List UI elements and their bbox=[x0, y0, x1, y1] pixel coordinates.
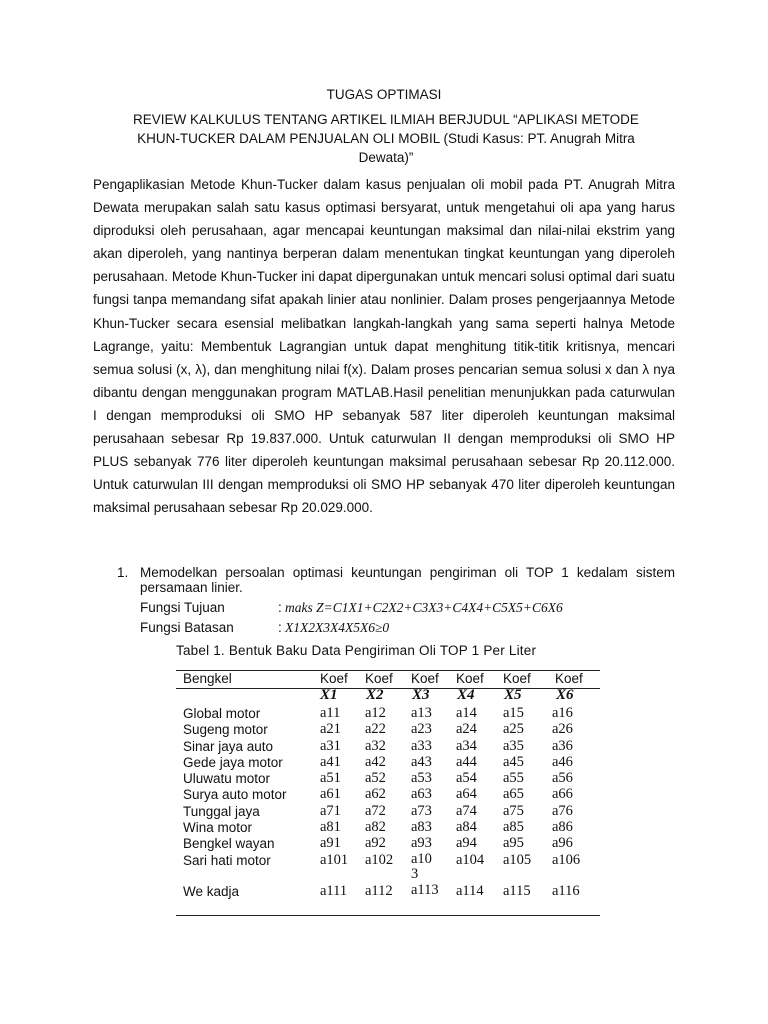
table-header-row bbox=[176, 671, 600, 689]
table-row bbox=[176, 706, 600, 722]
coef-cell: a72 bbox=[365, 802, 386, 819]
coef-cell: a103 bbox=[411, 850, 432, 882]
header-var: X4 bbox=[457, 687, 475, 703]
header-koef: Koef bbox=[456, 671, 484, 686]
bengkel-name: Surya auto motor bbox=[183, 787, 287, 803]
coef-cell: a101 bbox=[320, 851, 349, 868]
coef-cell: a41 bbox=[320, 753, 341, 770]
coef-cell: a95 bbox=[503, 835, 524, 852]
coef-cell: a31 bbox=[320, 737, 341, 754]
header-var: X1 bbox=[320, 687, 338, 703]
table-row bbox=[176, 804, 600, 820]
coef-cell: a21 bbox=[320, 721, 341, 738]
coef-cell: a34 bbox=[456, 737, 477, 754]
coef-cell: a35 bbox=[503, 737, 524, 754]
coef-cell: a91 bbox=[320, 835, 341, 852]
objective-function-line bbox=[140, 600, 563, 615]
coef-cell: a81 bbox=[320, 819, 341, 836]
coef-cell: a14 bbox=[456, 705, 477, 721]
bengkel-name: Global motor bbox=[183, 706, 261, 721]
coef-cell: a25 bbox=[503, 721, 524, 738]
coef-cell: a116 bbox=[552, 882, 580, 899]
coef-cell: a22 bbox=[365, 721, 386, 738]
coef-cell: a112 bbox=[365, 882, 393, 899]
coef-cell: a33 bbox=[411, 737, 432, 754]
bengkel-name: Sari hati motor bbox=[183, 852, 271, 868]
coef-cell: a82 bbox=[365, 819, 386, 836]
bengkel-name: Wina motor bbox=[183, 820, 253, 836]
coef-cell: a114 bbox=[456, 882, 484, 899]
header-koef: Koef bbox=[503, 671, 531, 686]
coef-cell: a76 bbox=[552, 802, 573, 819]
coef-cell: a46 bbox=[552, 753, 573, 770]
table-row bbox=[176, 820, 600, 836]
coef-cell: a56 bbox=[552, 770, 573, 787]
table-row bbox=[176, 850, 600, 884]
table-var-row bbox=[176, 689, 600, 706]
header-koef: Koef bbox=[365, 671, 393, 686]
objective-label: Fungsi Tujuan bbox=[140, 600, 225, 615]
bengkel-name: Uluwatu motor bbox=[183, 771, 271, 787]
constraint-function-line bbox=[140, 620, 390, 635]
coef-cell: a45 bbox=[503, 753, 524, 770]
coef-cell: a26 bbox=[552, 721, 573, 738]
coef-cell: a51 bbox=[320, 770, 341, 787]
header-var: X6 bbox=[556, 687, 574, 703]
coef-cell: a106 bbox=[552, 851, 581, 868]
constraint-colon: : bbox=[278, 620, 282, 635]
coef-cell: a96 bbox=[552, 835, 573, 852]
constraint-label: Fungsi Batasan bbox=[140, 620, 234, 635]
bengkel-name: Sugeng motor bbox=[183, 722, 268, 738]
article-title: REVIEW KALKULUS TENTANG ARTIKEL ILMIAH BERJUDUL “APLIKASI METODE KHUN-TUCKER DALAM PENJUALAN OLI MOBIL (Studi Kasus: PT. Anugrah Mitra Dewata)” bbox=[133, 112, 639, 165]
data-table bbox=[176, 670, 600, 916]
bengkel-name: Gede jaya motor bbox=[183, 754, 283, 770]
constraint-expression: X1X2X3X4X5X6≥0 bbox=[285, 620, 390, 635]
coef-cell: a61 bbox=[320, 786, 341, 803]
coef-cell: a32 bbox=[365, 737, 386, 754]
coef-cell: a23 bbox=[411, 721, 432, 738]
coef-cell: a104 bbox=[456, 851, 485, 868]
coef-cell: a11 bbox=[320, 705, 341, 721]
coef-cell: a71 bbox=[320, 802, 341, 819]
coef-cell: a83 bbox=[411, 819, 432, 836]
header-koef: Koef bbox=[555, 671, 583, 686]
objective-expression: maks Z=C1X1+C2X2+C3X3+C4X4+C5X5+C6X6 bbox=[285, 600, 563, 615]
table-row bbox=[176, 836, 600, 852]
coef-cell: a66 bbox=[552, 786, 573, 803]
review-paragraph bbox=[93, 173, 675, 519]
bengkel-name: We kadja bbox=[183, 883, 240, 899]
item-text: Memodelkan persoalan optimasi keuntungan pengiriman oli TOP 1 kedalam sistem persamaan linier. bbox=[140, 565, 675, 595]
coef-cell: a105 bbox=[503, 851, 532, 868]
header-var: X2 bbox=[366, 687, 384, 703]
header-koef: Koef bbox=[411, 671, 439, 686]
coef-cell: a74 bbox=[456, 802, 477, 819]
coef-cell: a52 bbox=[365, 770, 386, 787]
coef-cell: a111 bbox=[320, 882, 348, 899]
coef-cell: a65 bbox=[503, 786, 524, 803]
coef-cell: a55 bbox=[503, 770, 524, 787]
table-row bbox=[176, 771, 600, 787]
coef-cell: a84 bbox=[456, 819, 477, 836]
coef-cell: a93 bbox=[411, 835, 432, 852]
header-var: X5 bbox=[504, 687, 522, 703]
coef-cell: a62 bbox=[365, 786, 386, 803]
coef-cell: a53 bbox=[411, 770, 432, 787]
header-var: X3 bbox=[412, 687, 430, 703]
table-row bbox=[176, 787, 600, 803]
coef-cell: a16 bbox=[552, 705, 573, 721]
coef-cell: a64 bbox=[456, 786, 477, 803]
paragraph-text: Pengaplikasian Metode Khun-Tucker dalam kasus penjualan oli mobil pada PT. Anugrah Mitra Dewata merupakan salah satu kasus optimasi bersyarat, untuk mengetahui oli apa yang harus diproduksi oleh perusahaan, agar mencapai keuntungan maksimal dan nilai-nilai ekstrim yang akan diperoleh, yang nantinya berperan dalam menentukan tingkat keuntungan yang diperoleh perusahaan. Metode Khun-Tucker ini dapat dipergunakan untuk mencari solusi optimal dari suatu fungsi tanpa memandang sifat apakah linier atau nonlinier. Dalam proses pengerjaannya Metode Khun-Tucker secara esensial melibatkan langkah-langkah yang sama seperti halnya Metode Lagrange, yaitu: Membentuk Lagrangian untuk dapat menghitung titik-titik kritisnya, mencari semua solusi (x, λ), dan menghitung nilai f(x). Dalam proses pencarian semua solusi x dan λ nya dibantu dengan menggunakan program MATLAB.Hasil penelitian menunjukkan pada caturwulan I dengan memproduksi oli SMO HP sebanyak 587 liter diperoleh keuntungan maksimal perusahaan sebesar Rp 19.837.000. Untuk caturwulan II dengan memproduksi oli SMO HP PLUS sebanyak 776 liter diperoleh keuntungan maksimal perusahaan sebesar Rp 20.112.000. Untuk caturwulan III dengan memproduksi oli SMO HP sebanyak 470 liter diperoleh keuntungan maksimal perusahaan sebesar Rp 20.029.000. bbox=[93, 177, 675, 516]
coef-cell: a13 bbox=[411, 705, 432, 721]
coef-cell: a36 bbox=[552, 737, 573, 754]
coef-cell: a12 bbox=[365, 705, 386, 721]
coef-cell: a63 bbox=[411, 786, 432, 803]
table-body bbox=[176, 706, 600, 915]
objective-colon: : bbox=[278, 600, 282, 615]
coef-cell: a94 bbox=[456, 835, 477, 852]
table-row bbox=[176, 722, 600, 738]
item-number: 1. bbox=[117, 565, 129, 580]
coef-cell: a113 bbox=[411, 881, 439, 898]
coef-cell: a86 bbox=[552, 819, 573, 836]
header-bengkel: Bengkel bbox=[183, 671, 232, 686]
coef-cell: a75 bbox=[503, 802, 524, 819]
table-row bbox=[176, 739, 600, 755]
coef-cell: a85 bbox=[503, 819, 524, 836]
table-row bbox=[176, 881, 600, 915]
table-row bbox=[176, 755, 600, 771]
coef-cell: a42 bbox=[365, 753, 386, 770]
coef-cell: a44 bbox=[456, 753, 477, 770]
coef-cell: a15 bbox=[503, 705, 524, 721]
table-caption: Tabel 1. Bentuk Baku Data Pengiriman Oli TOP 1 Per Liter bbox=[176, 643, 537, 658]
coef-cell: a24 bbox=[456, 721, 477, 738]
coef-cell: a73 bbox=[411, 802, 432, 819]
coef-cell: a92 bbox=[365, 835, 386, 852]
page-title: TUGAS OPTIMASI bbox=[326, 87, 442, 102]
coef-cell: a115 bbox=[503, 882, 531, 899]
bengkel-name: Tunggal jaya bbox=[183, 803, 260, 819]
coef-cell: a102 bbox=[365, 851, 394, 868]
header-koef: Koef bbox=[320, 671, 348, 686]
coef-cell: a43 bbox=[411, 753, 432, 770]
bengkel-name: Bengkel wayan bbox=[183, 836, 275, 852]
bengkel-name: Sinar jaya auto bbox=[183, 738, 274, 754]
coef-cell: a54 bbox=[456, 770, 477, 787]
